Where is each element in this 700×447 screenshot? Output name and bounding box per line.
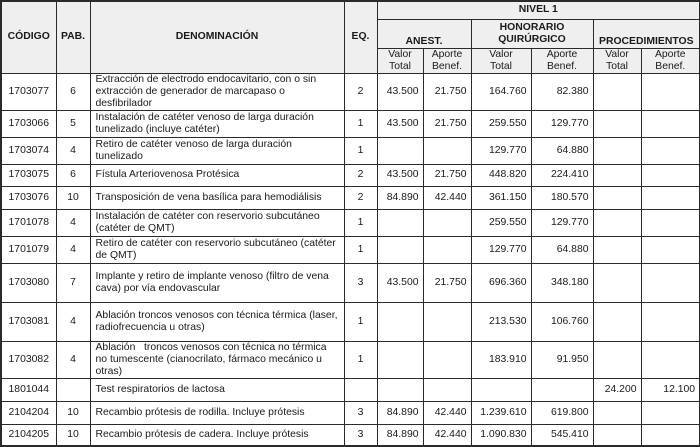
- cell-anest-valor: 84.890: [377, 424, 423, 446]
- cell-anest-valor: [377, 341, 423, 378]
- table-row: [1, 209, 700, 236]
- cell-pab: 4: [56, 236, 90, 263]
- cell-hq-aporte: 64.880: [531, 137, 593, 164]
- subheader-proc-valor: [593, 48, 641, 73]
- cell-eq: 2: [344, 186, 377, 209]
- cell-anest-valor: [377, 236, 423, 263]
- cell-proc-aporte: [641, 209, 700, 236]
- cell-proc-valor: [593, 164, 641, 186]
- cell-denominacion: Ablación troncos venosos con técnica no térmica no tumescente (cianocrilato, fármaco mecánico u otras): [90, 341, 344, 378]
- cell-hq-aporte: [531, 378, 593, 401]
- cell-hq-aporte: 348.180: [531, 263, 593, 302]
- cell-anest-aporte: [423, 378, 471, 401]
- cell-codigo: 1703081: [1, 302, 56, 341]
- cell-proc-aporte: [641, 401, 700, 424]
- cell-anest-aporte: 21.750: [423, 73, 471, 110]
- cell-eq: 3: [344, 263, 377, 302]
- subheader-label: Total: [490, 60, 512, 72]
- cell-codigo: 1703080: [1, 263, 56, 302]
- cell-hq-valor: 129.770: [471, 137, 531, 164]
- cell-hq-aporte: 180.570: [531, 186, 593, 209]
- subheader-label: Aporte: [546, 49, 578, 60]
- cell-hq-aporte: 129.770: [531, 209, 593, 236]
- cell-eq: 1: [344, 302, 377, 341]
- table-row: [1, 186, 700, 209]
- cell-denominacion: Transposición de vena basílica para hemodiálisis: [90, 186, 344, 209]
- cell-pab: 6: [56, 73, 90, 110]
- cell-anest-aporte: 42.440: [423, 401, 471, 424]
- cell-pab: 10: [56, 401, 90, 424]
- cell-proc-valor: [593, 424, 641, 446]
- cell-anest-aporte: 21.750: [423, 164, 471, 186]
- cell-proc-valor: [593, 110, 641, 137]
- cell-proc-valor: [593, 236, 641, 263]
- subheader-proc-aporte: [641, 48, 700, 73]
- cell-anest-valor: [377, 209, 423, 236]
- cell-eq: 3: [344, 401, 377, 424]
- cell-proc-aporte: [641, 186, 700, 209]
- table-row: [1, 341, 700, 378]
- cell-denominacion: Implante y retiro de implante venoso (filtro de vena cava) por vía endovascular: [90, 263, 344, 302]
- cell-eq: 3: [344, 424, 377, 446]
- subheader-anest-aporte: [423, 48, 471, 73]
- cell-anest-aporte: [423, 302, 471, 341]
- cell-codigo: 1703075: [1, 164, 56, 186]
- cell-hq-valor: 1.090.830: [471, 424, 531, 446]
- cell-anest-aporte: 21.750: [423, 263, 471, 302]
- cell-eq: 1: [344, 236, 377, 263]
- table-row: [1, 110, 700, 137]
- cell-codigo: 1701079: [1, 236, 56, 263]
- cell-pab: [56, 378, 90, 401]
- cell-proc-valor: [593, 341, 641, 378]
- cell-anest-aporte: 42.440: [423, 186, 471, 209]
- cell-codigo: 2104204: [1, 401, 56, 424]
- cell-hq-aporte: 91.950: [531, 341, 593, 378]
- cell-hq-valor: [471, 378, 531, 401]
- cell-pab: 5: [56, 110, 90, 137]
- cell-hq-valor: 129.770: [471, 236, 531, 263]
- header-anest: ANEST.: [377, 19, 471, 48]
- cell-anest-valor: [377, 302, 423, 341]
- cell-codigo: 1703076: [1, 186, 56, 209]
- table-row: [1, 164, 700, 186]
- cell-proc-valor: 24.200: [593, 378, 641, 401]
- cell-proc-valor: [593, 137, 641, 164]
- cell-hq-valor: 448.820: [471, 164, 531, 186]
- cell-denominacion: Extracción de electrodo endocavitario, con o sin extracción de generador de marcapaso o desfibrilador: [90, 73, 344, 110]
- subheader-label: Valor: [489, 49, 513, 60]
- cell-proc-valor: [593, 401, 641, 424]
- cell-hq-valor: 696.360: [471, 263, 531, 302]
- cell-proc-aporte: [641, 341, 700, 378]
- cell-denominacion: Recambio prótesis de cadera. Incluye prótesis: [90, 424, 344, 446]
- cell-proc-aporte: [641, 263, 700, 302]
- cell-denominacion: Ablación troncos venosos con técnica térmica (laser, radiofrecuencia u otras): [90, 302, 344, 341]
- cell-anest-aporte: 21.750: [423, 110, 471, 137]
- table-row: [1, 73, 700, 110]
- cell-eq: 2: [344, 73, 377, 110]
- header-procedimientos: PROCEDIMIENTOS: [593, 19, 700, 48]
- cell-anest-aporte: [423, 137, 471, 164]
- cell-codigo: 1703074: [1, 137, 56, 164]
- cell-anest-valor: [377, 137, 423, 164]
- table-row: [1, 137, 700, 164]
- cell-anest-valor: 43.500: [377, 73, 423, 110]
- cell-hq-valor: 259.550: [471, 110, 531, 137]
- table-row: [1, 378, 700, 401]
- header-pab: PAB.: [56, 1, 90, 73]
- cell-anest-aporte: [423, 209, 471, 236]
- cell-eq: 1: [344, 209, 377, 236]
- subheader-label: Benef.: [655, 60, 686, 72]
- cell-hq-aporte: 64.880: [531, 236, 593, 263]
- cell-anest-aporte: [423, 236, 471, 263]
- cell-hq-aporte: 82.380: [531, 73, 593, 110]
- header-honorario: [471, 19, 593, 48]
- cell-anest-valor: [377, 378, 423, 401]
- subheader-label: Aporte: [431, 49, 463, 60]
- cell-proc-valor: [593, 209, 641, 236]
- subheader-label: Total: [389, 60, 411, 72]
- subheader-label: Total: [606, 60, 628, 72]
- subheader-label: Benef.: [546, 60, 578, 72]
- header-honorario-line1: HONORARIO: [499, 21, 565, 33]
- cell-pab: 4: [56, 341, 90, 378]
- subheader-label: Aporte: [654, 49, 686, 60]
- cell-pab: 7: [56, 263, 90, 302]
- table-row: [1, 302, 700, 341]
- cell-codigo: 1703082: [1, 341, 56, 378]
- cell-eq: 1: [344, 341, 377, 378]
- subheader-label: Benef.: [431, 60, 463, 72]
- cell-codigo: 1703077: [1, 73, 56, 110]
- table-row: [1, 424, 700, 446]
- cell-proc-valor: [593, 186, 641, 209]
- header-honorario-line2: QUIRÚRGICO: [498, 33, 566, 45]
- subheader-label: Valor: [388, 49, 412, 60]
- cell-pab: 6: [56, 164, 90, 186]
- cell-denominacion: Instalación de catéter venoso de larga duración tunelizado (incluye catéter): [90, 110, 344, 137]
- cell-proc-valor: [593, 302, 641, 341]
- cell-proc-valor: [593, 73, 641, 110]
- cell-hq-aporte: 619.800: [531, 401, 593, 424]
- cell-anest-valor: 43.500: [377, 263, 423, 302]
- cell-denominacion: Test respiratorios de lactosa: [90, 378, 344, 401]
- table-row: [1, 263, 700, 302]
- subheader-hq-valor: [471, 48, 531, 73]
- subheader-anest-valor: [377, 48, 423, 73]
- cell-eq: 1: [344, 110, 377, 137]
- cell-proc-aporte: [641, 424, 700, 446]
- cell-pab: 4: [56, 209, 90, 236]
- cell-proc-aporte: 12.100: [641, 378, 700, 401]
- cell-hq-valor: 213.530: [471, 302, 531, 341]
- cell-codigo: 1801044: [1, 378, 56, 401]
- cell-hq-valor: 183.910: [471, 341, 531, 378]
- cell-proc-aporte: [641, 164, 700, 186]
- cell-anest-valor: 43.500: [377, 110, 423, 137]
- cell-denominacion: Fístula Arteriovenosa Protésica: [90, 164, 344, 186]
- cell-denominacion: Retiro de catéter venoso de larga duración tunelizado: [90, 137, 344, 164]
- cell-anest-valor: 43.500: [377, 164, 423, 186]
- cell-hq-aporte: 224.410: [531, 164, 593, 186]
- table-row: [1, 401, 700, 424]
- cell-eq: 2: [344, 164, 377, 186]
- cell-codigo: 1703066: [1, 110, 56, 137]
- subheader-label: Valor: [605, 49, 629, 60]
- cell-anest-valor: 84.890: [377, 401, 423, 424]
- cell-hq-aporte: 545.410: [531, 424, 593, 446]
- cell-proc-aporte: [641, 137, 700, 164]
- cell-hq-valor: 259.550: [471, 209, 531, 236]
- cell-eq: 1: [344, 137, 377, 164]
- cell-pab: 4: [56, 137, 90, 164]
- table-body: [1, 73, 700, 446]
- cell-pab: 4: [56, 302, 90, 341]
- cell-proc-aporte: [641, 236, 700, 263]
- cell-eq: [344, 378, 377, 401]
- header-eq: EQ.: [344, 1, 377, 73]
- subheader-hq-aporte: [531, 48, 593, 73]
- cell-proc-aporte: [641, 110, 700, 137]
- cell-denominacion: Retiro de catéter con reservorio subcutáneo (catéter de QMT): [90, 236, 344, 263]
- cell-denominacion: Recambio prótesis de rodilla. Incluye prótesis: [90, 401, 344, 424]
- cell-denominacion: Instalación de catéter con reservorio subcutáneo (catéter de QMT): [90, 209, 344, 236]
- cell-proc-aporte: [641, 73, 700, 110]
- cell-hq-valor: 1.239.610: [471, 401, 531, 424]
- cell-hq-aporte: 129.770: [531, 110, 593, 137]
- cell-pab: 10: [56, 424, 90, 446]
- header-codigo: CÓDIGO: [1, 1, 56, 73]
- cell-anest-valor: 84.890: [377, 186, 423, 209]
- table-row: [1, 236, 700, 263]
- cell-hq-valor: 361.150: [471, 186, 531, 209]
- cell-proc-valor: [593, 263, 641, 302]
- cell-anest-aporte: [423, 341, 471, 378]
- cell-anest-aporte: 42.440: [423, 424, 471, 446]
- cell-proc-aporte: [641, 302, 700, 341]
- cell-pab: 10: [56, 186, 90, 209]
- cell-codigo: 1701078: [1, 209, 56, 236]
- header-nivel: NIVEL 1: [377, 1, 700, 19]
- cell-hq-valor: 164.760: [471, 73, 531, 110]
- cell-codigo: 2104205: [1, 424, 56, 446]
- cell-hq-aporte: 106.760: [531, 302, 593, 341]
- header-denominacion: DENOMINACIÓN: [90, 1, 344, 73]
